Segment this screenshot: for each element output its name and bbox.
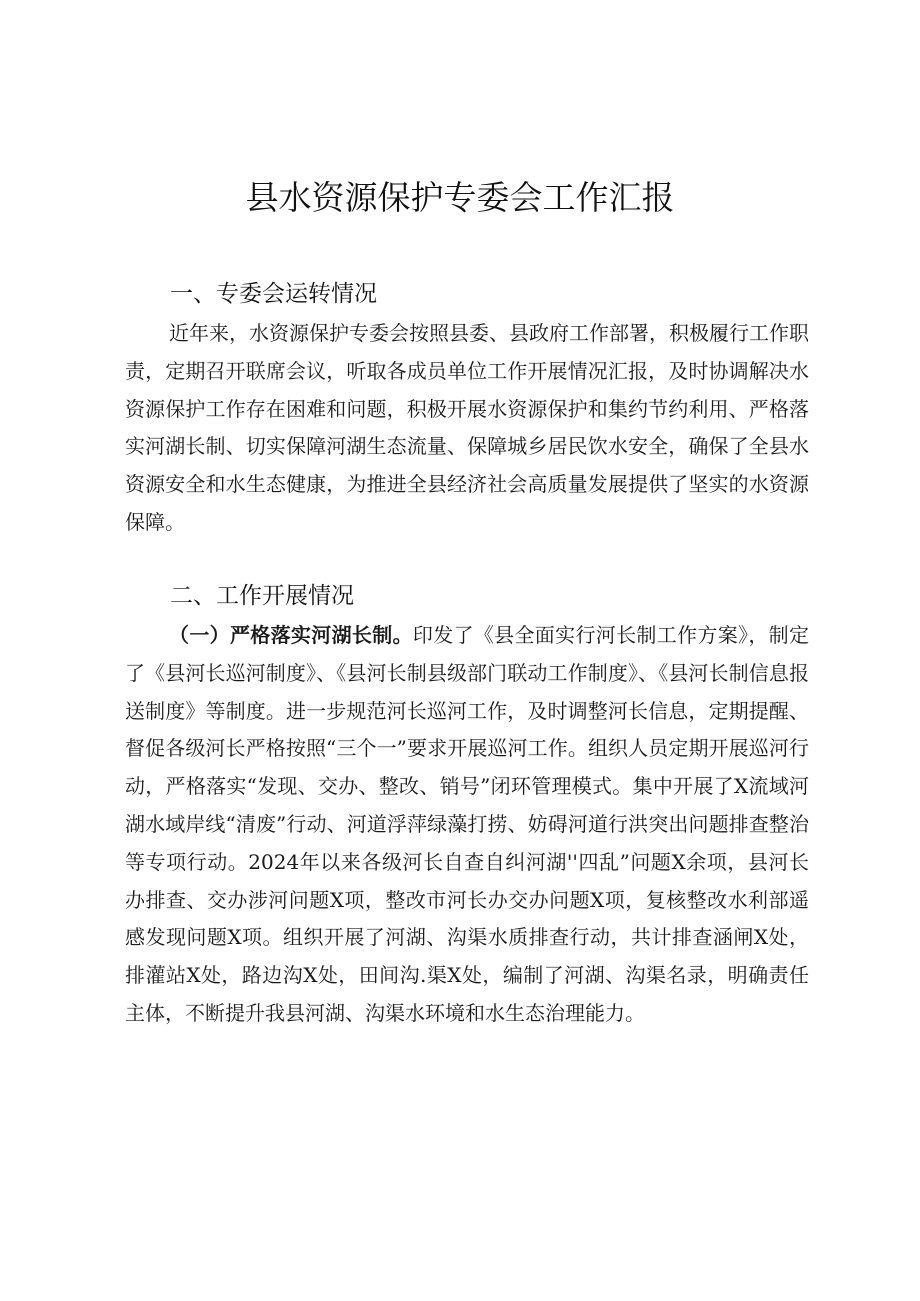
paragraph-river-chief xyxy=(125,617,809,1033)
document-title: 县水资源保护专委会工作汇报 xyxy=(245,178,675,217)
section-heading-operation: 一、专委会运转情况 xyxy=(170,281,377,307)
paragraph-text: 印发了《县全面实行河长制工作方案》，制定了《县河长巡河制度》、《县河长制县级部门联动工作制度》、《县河长制信息报送制度》等制度。进一步规范河长巡河工作，及时调整河长信息，定期提醒、督促各级河长严格按照“三个一”要求开展巡河工作。组织人员定期开展巡河行动，严格落实“发现、交办、整改、销号”闭环管理模式。集中开展了X流域河湖水域岸线“清废”行动、河道浮萍绿藻打捞、妨碍河道行洪突出问题排查整治等专项行动。2024年以来各级河长自查自纠河湖''四乱”问题X余项，县河长办排查、交办涉河问题X项，整改市河长办交办问题X项，复核整改水利部遥感发现问题X项。组织开展了河湖、沟渠水质排查行动，共计排查涵闸X处，排灌站X处，路边沟X处，田间沟.渠X处，编制了河湖、沟渠名录，明确责任主体，不断提升我县河湖、沟渠水环境和水生态治理能力。 xyxy=(125,623,810,1025)
subsection-heading: （一）严格落实河湖长制。 xyxy=(169,623,413,647)
section-heading-work: 二、工作开展情况 xyxy=(170,583,354,609)
paragraph-operation xyxy=(125,315,809,542)
paragraph-text: 近年来，水资源保护专委会按照县委、县政府工作部署，积极履行工作职责，定期召开联席会议，听取各成员单位工作开展情况汇报，及时协调解决水资源保护工作存在困难和问题，积极开展水资源保护和集约节约利用、严格落实河湖长制、切实保障河湖生态流量、保障城乡居民饮水安全，确保了全县水资源安全和水生态健康，为推进全县经济社会高质量发展提供了坚实的水资源保障。 xyxy=(125,321,809,534)
